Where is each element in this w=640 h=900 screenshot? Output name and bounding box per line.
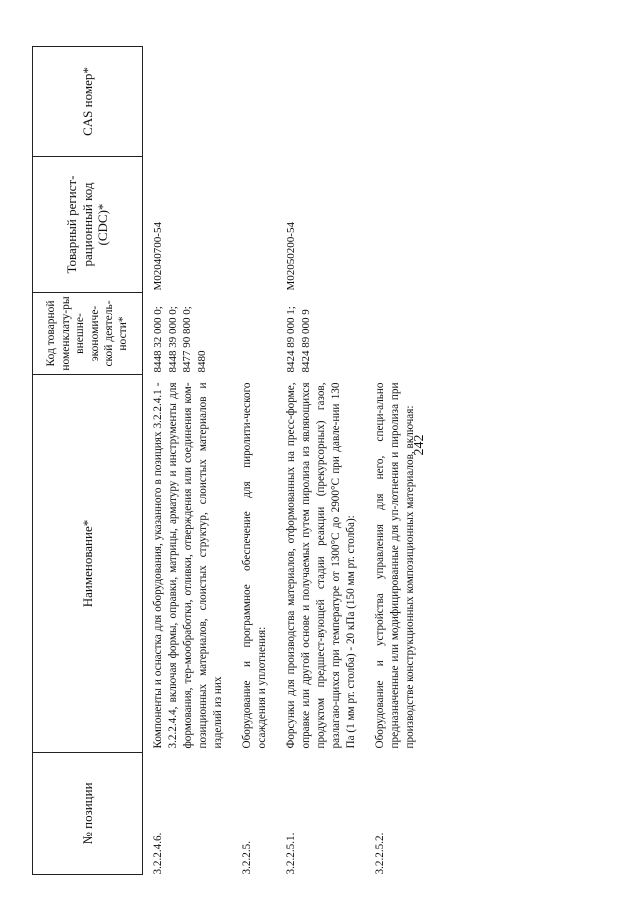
row-number: 3.2.2.5.1. <box>285 832 297 875</box>
row-cdc-code <box>240 157 284 293</box>
row-tnved-codes <box>373 293 432 375</box>
row-number: 3.2.2.5. <box>241 840 253 875</box>
row-cdc-code: M02040700-54 <box>152 222 164 291</box>
header-name: Наименование* <box>33 375 143 753</box>
row-cas-number <box>240 47 284 157</box>
header-cdc-code: Товарный регист-рационный код (CDC)* <box>33 157 143 293</box>
table-row <box>284 47 373 875</box>
tnved-code: 8448 39 000 0; <box>166 306 179 373</box>
tnved-code: 8424 89 000 9 <box>299 309 312 373</box>
row-cas-number <box>373 47 432 157</box>
page-number: 242 <box>412 434 427 456</box>
header-tnved-code: Код товарной номенклату-ры внешне-экономиче-ской деятель-ности* <box>33 293 143 375</box>
tnved-code: 8480 <box>196 350 209 373</box>
row-number: 3.2.2.5.2. <box>374 832 386 875</box>
row-tnved-codes <box>240 293 284 375</box>
table-header-row <box>33 47 143 875</box>
row-tnved-codes <box>143 293 241 375</box>
tnved-code: 8477 90 800 0; <box>181 306 194 373</box>
row-tnved-codes <box>284 293 373 375</box>
header-position: № позиции <box>33 753 143 875</box>
row-name: Компоненты и оснастка для оборудования, указанного в позициях 3.2.2.4.1 - 3.2.2.4.4, включая формы, оправки, матрицы, арматуру и инструменты для формования, тер-мообработки, отливки, отверждения или соединения ком-позиционных материалов, слоистых структур, слоистых материалов и изделий из них <box>152 382 224 749</box>
row-name: Оборудование и программное обеспечение для пиролити-ческого осаждения и уплотнения: <box>241 382 268 749</box>
table-row <box>373 47 432 875</box>
row-cdc-code: M02050200-54 <box>285 222 297 291</box>
table-row <box>240 47 284 875</box>
goods-table <box>32 46 432 875</box>
row-name: Форсунки для производства материалов, отформованных на пресс-форме, оправке или другой основе и получаемых путем пиролиза из являющихся продуктом предшест-вующей стадии реакции (прекурсорных) газов, разлагаю-щихся при температуре от 1300°С до 2900°С при давле-нии 130 Па (1 мм рт. столба) - 20 кПа (150 мм рт. столба): <box>285 382 357 749</box>
table-row <box>143 47 241 875</box>
row-name: Оборудование и устройства управления для него, специ-ально предназначенные или модифицированные для уп-лотнения и пиролиза при производстве конструкционных композиционных материалов, включая: <box>374 382 416 749</box>
row-cas-number <box>143 47 241 157</box>
row-cdc-code <box>373 157 432 293</box>
tnved-code: 8448 32 000 0; <box>152 306 164 373</box>
row-number: 3.2.2.4.6. <box>152 832 164 875</box>
tnved-code: 8424 89 000 1; <box>285 306 297 373</box>
header-cas-number: CAS номер* <box>33 47 143 157</box>
row-cas-number <box>284 47 373 157</box>
